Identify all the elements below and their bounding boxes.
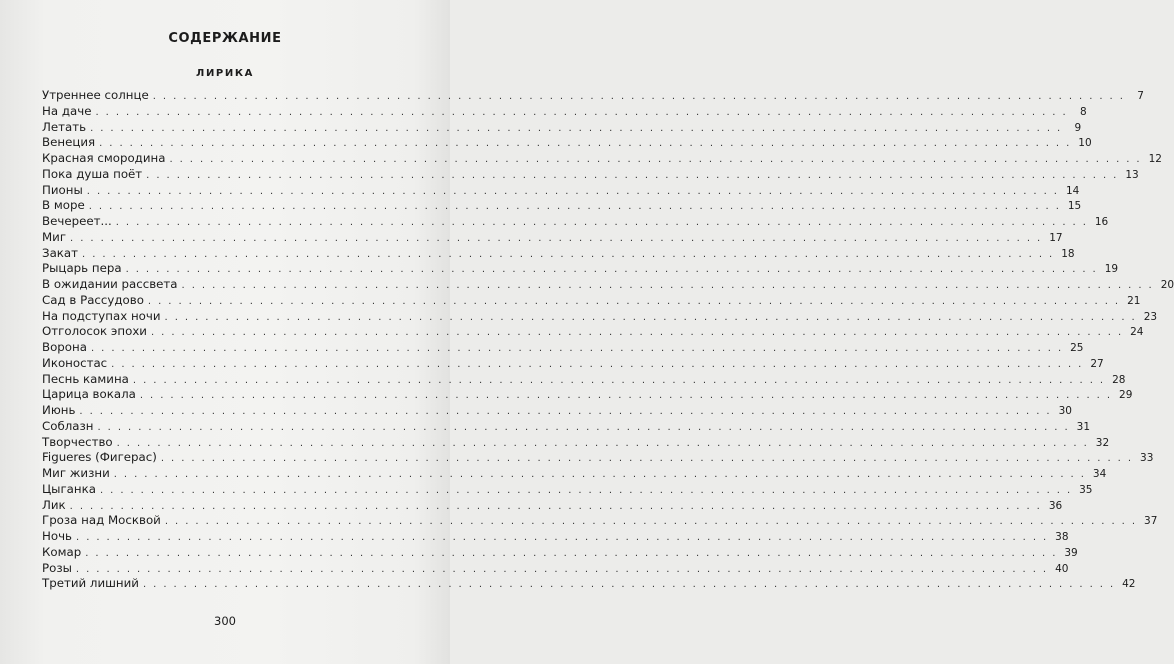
toc-entry-page: 15 xyxy=(1067,200,1082,213)
toc-entry-title: На подступах ночи xyxy=(42,308,161,323)
toc-entry xyxy=(42,371,1126,388)
toc-entry-title: Ворона xyxy=(42,340,87,354)
toc-entry-title: Пока душа поёт xyxy=(42,166,143,181)
dot-leader: ................................................................................................ xyxy=(82,248,1060,260)
dot-leader: ................................................................................................ xyxy=(75,563,1054,575)
toc-entry-page: 31 xyxy=(1076,420,1091,433)
dot-leader: ................................................................................................ xyxy=(97,421,1075,433)
toc-entry xyxy=(42,261,1119,277)
toc-entry xyxy=(42,544,1078,561)
dot-leader: ................................................................................................ xyxy=(132,374,1111,386)
dot-leader: ................................................................................................ xyxy=(95,106,1073,118)
toc-entry xyxy=(42,182,1080,199)
toc-entry-page: 10 xyxy=(1078,137,1092,150)
toc-entry-page: 23 xyxy=(1143,310,1158,323)
toc-entry-page: 27 xyxy=(1090,357,1104,370)
dot-leader: ................................................................................................ xyxy=(147,295,1126,307)
toc-entry-page: 28 xyxy=(1112,373,1126,386)
dot-leader: ................................................................................................ xyxy=(181,280,1159,291)
toc-entry xyxy=(42,434,1110,451)
dot-leader: ................................................................................................ xyxy=(99,138,1077,150)
toc-entry-title: Сад в Рассудово xyxy=(42,292,144,307)
toc-entry-page: 20 xyxy=(1160,279,1174,291)
toc-entry xyxy=(42,355,1104,372)
toc-entry-title: Венеция xyxy=(42,135,96,150)
toc-entry-title: В ожидании рассвета xyxy=(42,277,178,291)
toc-entry xyxy=(42,292,1141,309)
toc-entry-title: Миг xyxy=(42,229,67,244)
toc-entry-title: Лик xyxy=(42,497,66,512)
toc-entry-page: 25 xyxy=(1070,342,1084,354)
dot-leader: ................................................................................................ xyxy=(69,500,1047,512)
toc-entry-title: Гроза над Москвой xyxy=(42,513,161,528)
toc-entry-page: 34 xyxy=(1092,468,1107,480)
dot-leader: ................................................................................................ xyxy=(146,169,1124,181)
section-heading: ЛИРИКА xyxy=(196,68,254,79)
toc-entry xyxy=(42,324,1144,340)
table-of-contents xyxy=(42,88,1174,592)
toc-entry xyxy=(42,576,1136,592)
dot-leader: ................................................................................................ xyxy=(169,154,1147,165)
toc-entry-title: Песнь камина xyxy=(42,371,129,386)
dot-leader: ................................................................................................ xyxy=(125,264,1103,276)
toc-entry-title: Ночь xyxy=(42,529,73,543)
toc-entry-title: Иконостас xyxy=(42,355,108,370)
toc-entry-title: Вечереет... xyxy=(42,214,112,228)
toc-entry-title: Рыцарь пера xyxy=(42,261,122,276)
toc-entry xyxy=(42,135,1092,151)
toc-entry xyxy=(42,450,1154,466)
toc-entry-page: 17 xyxy=(1049,231,1063,244)
toc-entry xyxy=(42,166,1139,183)
dot-leader: ................................................................................................ xyxy=(99,484,1078,496)
toc-entry-title: Розы xyxy=(42,560,72,575)
toc-entry-title: Утреннее солнце xyxy=(42,88,149,102)
toc-entry-page: 37 xyxy=(1144,515,1158,528)
toc-entry xyxy=(42,513,1158,529)
toc-entry xyxy=(42,497,1063,514)
toc-entry xyxy=(42,529,1069,545)
toc-entry xyxy=(42,119,1082,136)
toc-entry-page: 19 xyxy=(1104,263,1119,276)
toc-entry-title: Figueres (Фигерас) xyxy=(42,450,157,465)
toc-entry xyxy=(42,245,1075,262)
toc-entry xyxy=(42,229,1063,246)
toc-entry-title: Творчество xyxy=(42,434,113,449)
toc-entry-page: 35 xyxy=(1079,483,1093,496)
toc-entry xyxy=(42,481,1093,498)
toc-entry-title: На даче xyxy=(42,103,92,118)
toc-entry xyxy=(42,466,1107,482)
toc-entry-title: Отголосок эпохи xyxy=(42,324,147,339)
dot-leader: ................................................................................................ xyxy=(164,311,1142,323)
toc-entry-page: 24 xyxy=(1130,326,1144,339)
toc-entry xyxy=(42,103,1087,120)
toc-entry-page: 32 xyxy=(1095,436,1110,449)
dot-leader: ................................................................................................ xyxy=(90,343,1069,354)
dot-leader: ................................................................................................ xyxy=(113,469,1091,480)
toc-entry xyxy=(42,88,1144,104)
toc-entry-title: Миг жизни xyxy=(42,466,110,480)
toc-entry xyxy=(42,151,1162,167)
dot-leader: ................................................................................................ xyxy=(160,453,1139,465)
dot-leader: ................................................................................................ xyxy=(139,390,1118,402)
toc-entry-page: 39 xyxy=(1064,546,1078,559)
dot-leader: ................................................................................................ xyxy=(76,532,1054,543)
toc-entry xyxy=(42,387,1133,403)
toc-entry-page: 8 xyxy=(1079,105,1087,118)
toc-entry-title: Июнь xyxy=(42,403,76,417)
dot-leader: ................................................................................................ xyxy=(70,232,1048,244)
toc-entry-title: Красная смородина xyxy=(42,151,166,165)
toc-entry-title: Царица вокала xyxy=(42,387,136,402)
toc-entry-page: 18 xyxy=(1061,247,1075,260)
toc-entry-title: В море xyxy=(42,198,85,213)
toc-entry-page: 21 xyxy=(1127,294,1141,307)
dot-leader: ................................................................................................ xyxy=(90,122,1068,134)
toc-entry-page: 13 xyxy=(1125,168,1139,181)
dot-leader: ................................................................................................ xyxy=(86,185,1064,197)
toc-entry-page: 42 xyxy=(1122,578,1136,591)
dot-leader: ................................................................................................ xyxy=(142,579,1121,591)
toc-entry-page: 12 xyxy=(1148,153,1162,165)
dot-leader: ................................................................................................ xyxy=(85,547,1063,559)
toc-entry-title: Закат xyxy=(42,245,79,260)
toc-entry-page: 16 xyxy=(1094,216,1109,228)
toc-entry-page: 40 xyxy=(1055,562,1069,575)
contents-heading: СОДЕРЖАНИЕ xyxy=(168,31,282,46)
toc-entry xyxy=(42,560,1069,577)
dot-leader: ................................................................................................ xyxy=(111,358,1089,370)
toc-entry-title: Цыганка xyxy=(42,481,96,496)
toc-entry xyxy=(42,277,1174,293)
page-number: 300 xyxy=(214,614,236,628)
toc-entry-title: Комар xyxy=(42,544,82,559)
toc-entry-title: Третий лишний xyxy=(42,576,139,591)
dot-leader: ................................................................................................ xyxy=(150,327,1129,339)
dot-leader: ................................................................................................ xyxy=(164,516,1143,528)
toc-entry xyxy=(42,418,1091,435)
toc-entry-page: 36 xyxy=(1048,499,1063,512)
toc-entry xyxy=(42,403,1072,419)
dot-leader: ................................................................................................ xyxy=(115,217,1093,228)
dot-leader: ................................................................................................ xyxy=(88,201,1066,213)
toc-entry xyxy=(42,198,1082,214)
toc-entry-page: 38 xyxy=(1055,531,1069,543)
toc-entry xyxy=(42,308,1158,325)
toc-entry-page: 7 xyxy=(1137,90,1144,102)
toc-entry-title: Летать xyxy=(42,119,87,134)
toc-entry-page: 14 xyxy=(1065,184,1080,197)
toc-entry-title: Соблазн xyxy=(42,418,94,433)
toc-entry-page: 9 xyxy=(1074,121,1082,134)
toc-entry-page: 30 xyxy=(1058,405,1072,417)
dot-leader: ................................................................................................ xyxy=(116,437,1094,449)
toc-entry xyxy=(42,214,1109,230)
dot-leader: ................................................................................................ xyxy=(152,91,1130,102)
toc-entry xyxy=(42,340,1084,356)
toc-entry-page: 29 xyxy=(1119,389,1133,402)
toc-entry-title: Пионы xyxy=(42,182,83,197)
dot-leader: ................................................................................................ xyxy=(79,406,1057,417)
toc-entry-page: 33 xyxy=(1140,452,1154,465)
